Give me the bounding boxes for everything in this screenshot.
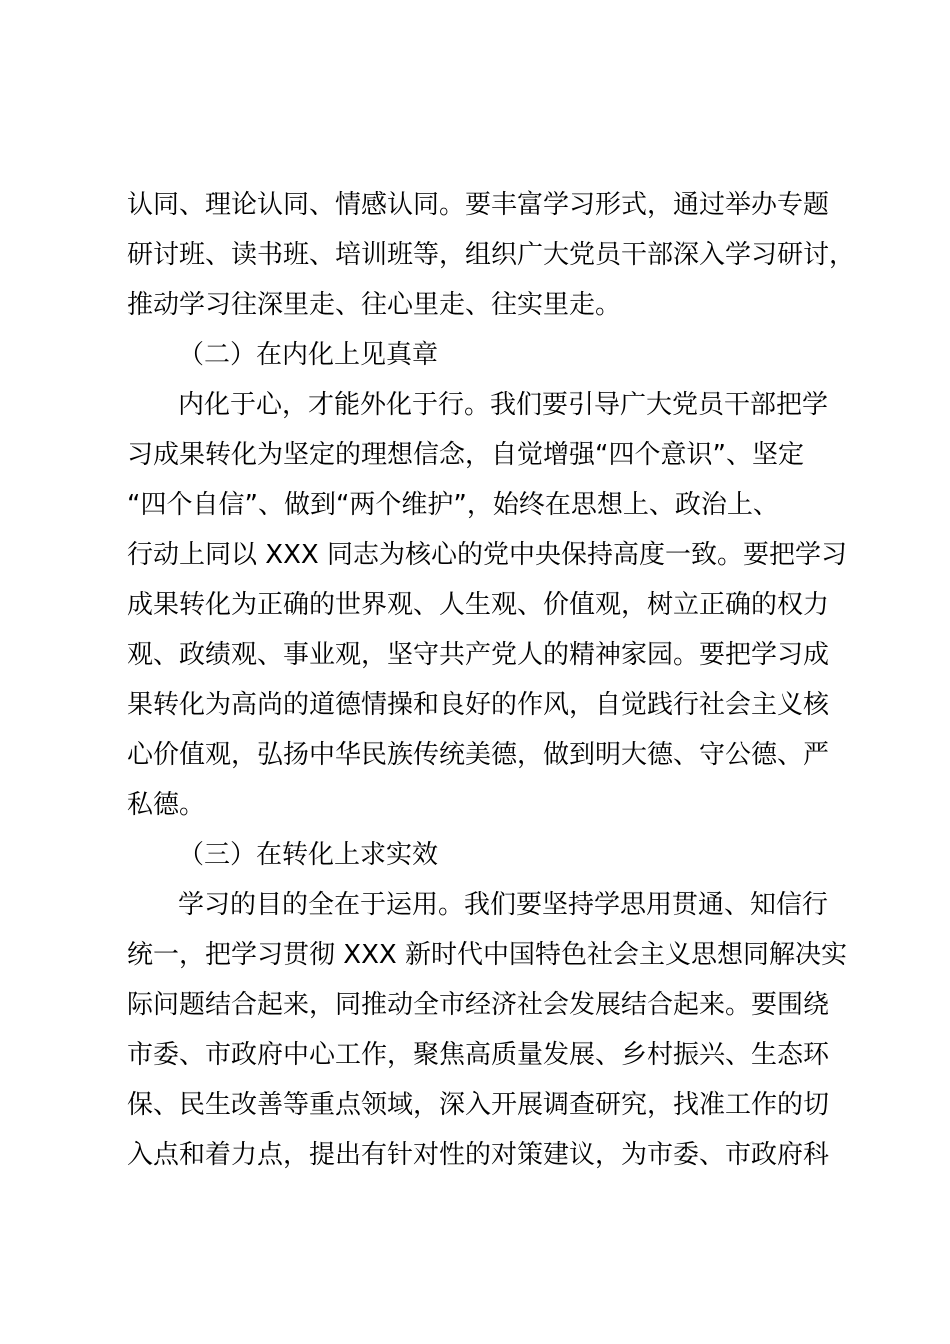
section-heading-3: （三）在转化上求实效 — [178, 840, 439, 870]
paragraph-3-line-6: 入点和着力点，提出有针对性的对策建议，为市委、市政府科 — [127, 1140, 830, 1170]
paragraph-3-line-1: 学习的目的全在于运用。我们要坚持学思用贯通、知信行 — [178, 890, 829, 920]
paragraph-2-line-6: 观、政绩观、事业观，坚守共产党人的精神家园。要把学习成 — [127, 640, 830, 670]
paragraph-2-line-8: 心价值观，弘扬中华民族传统美德，做到明大德、守公德、严 — [127, 740, 830, 770]
paragraph-3-line-5: 保、民生改善等重点领域，深入开展调查研究，找准工作的切 — [127, 1090, 830, 1120]
paragraph-1-line-1: 认同、理论认同、情感认同。要丰富学习形式，通过举办专题 — [127, 190, 830, 220]
paragraph-1-line-3: 推动学习往深里走、往心里走、往实里走。 — [127, 290, 622, 320]
paragraph-2-line-7: 果转化为高尚的道德情操和良好的作风，自觉践行社会主义核 — [127, 690, 830, 720]
paragraph-2-line-1: 内化于心，才能外化于行。我们要引导广大党员干部把学 — [178, 390, 829, 420]
paragraph-3-line-2: 统一，把学习贯彻 XXX 新时代中国特色社会主义思想同解决实 — [127, 940, 847, 970]
paragraph-3-line-3: 际问题结合起来，同推动全市经济社会发展结合起来。要围绕 — [127, 990, 830, 1020]
paragraph-2-line-2: 习成果转化为坚定的理想信念，自觉增强“四个意识”、坚定 — [127, 440, 804, 470]
section-heading-2: （二）在内化上见真章 — [178, 340, 439, 370]
paragraph-3-line-4: 市委、市政府中心工作，聚焦高质量发展、乡村振兴、生态环 — [127, 1040, 830, 1070]
paragraph-2-line-3: “四个自信”、做到“两个维护”，始终在思想上、政治上、 — [127, 490, 779, 520]
paragraph-2-line-5: 成果转化为正确的世界观、人生观、价值观，树立正确的权力 — [127, 590, 830, 620]
paragraph-2-line-9: 私德。 — [127, 790, 206, 820]
paragraph-2-line-4: 行动上同以 XXX 同志为核心的党中央保持高度一致。要把学习 — [127, 540, 847, 570]
paragraph-1-line-2: 研讨班、读书班、培训班等，组织广大党员干部深入学习研讨， — [127, 240, 856, 270]
